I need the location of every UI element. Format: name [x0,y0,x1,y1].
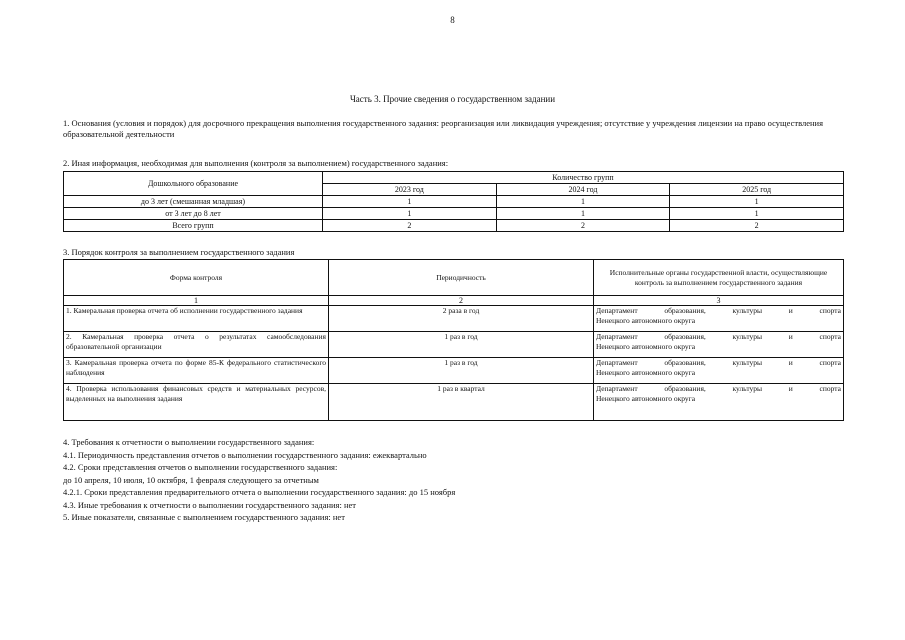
section-3-heading: 3. Порядок контроля за выполнением государственного задания [63,247,295,257]
control-form: 4. Проверка использования финансовых средств и материальных ресурсов, выделенных на выполнения задания [64,384,329,421]
control-authority: Департамент образования, культуры и спорта Ненецкого автономного округа [594,384,844,421]
control-period: 1 раз в год [329,358,594,384]
cell: 2 [496,220,670,232]
control-period: 1 раз в год [329,332,594,358]
control-period: 2 раза в год [329,306,594,332]
table-row [64,196,844,208]
section-1-text: 1. Основания (условия и порядок) для досрочного прекращения выполнения государственного задания: реорганизация или ликвидация учреждения; отсутствие у учреждения лицензии на право осуществления образовательной деятельности [63,118,823,139]
row-label: от 3 лет до 8 лет [64,208,323,220]
cell: 1 [323,208,497,220]
row-label: Всего групп [64,220,323,232]
cell: 2 [670,220,844,232]
column-number: 1 [64,296,329,306]
report-line: 4. Требования к отчетности о выполнении государственного задания: [63,437,315,447]
section-2-heading: 2. Иная информация, необходимая для выполнения (контроля за выполнением) государственного задания: [63,158,449,168]
year-header: 2024 год [496,184,670,196]
table-row [64,208,844,220]
cell: 1 [670,196,844,208]
cell: 2 [323,220,497,232]
table-row [64,220,844,232]
year-header: 2023 год [323,184,497,196]
table-row [64,332,844,358]
part-title: Часть 3. Прочие сведения о государственном задании [349,94,556,104]
cell: 1 [496,208,670,220]
control-form: 2. Камеральная проверка отчета о результатах самообследования образовательной организации [64,332,329,358]
table-row [64,358,844,384]
control-authority: Департамент образования, культуры и спорта Ненецкого автономного округа [594,332,844,358]
cell: 1 [323,196,497,208]
control-header-authority: Исполнительные органы государственной власти, осуществляющие контроль за выполнением государственного задания [594,260,844,296]
control-authority: Департамент образования, культуры и спорта Ненецкого автономного округа [594,358,844,384]
year-header: 2025 год [670,184,844,196]
column-number: 3 [594,296,844,306]
cell: 1 [496,196,670,208]
report-line: 5. Иные показатели, связанные с выполнением государственного задания: нет [63,512,345,522]
report-line: 4.2. Сроки представления отчетов о выполнении государственного задания: [63,462,338,472]
row-label: до 3 лет (смешанная младшая) [64,196,323,208]
column-number: 2 [329,296,594,306]
report-line: 4.2.1. Сроки представления предварительного отчета о выполнении государственного задания: до 15 ноября [63,487,456,497]
reporting-requirements [63,436,455,524]
page-number: 8 [450,15,455,25]
control-header-form: Форма контроля [64,260,329,296]
report-line: до 10 апреля, 10 июля, 10 октября, 1 февраля следующего за отчетным [63,474,319,485]
control-table [63,259,844,421]
groups-table [63,171,844,232]
table-row [64,306,844,332]
groups-col-count: Количество групп [323,172,844,184]
control-form: 1. Камеральная проверка отчета об исполнении государственного задания [64,306,329,332]
control-authority: Департамент образования, культуры и спорта Ненецкого автономного округа [594,306,844,332]
report-line: 4.1. Периодичность представления отчетов о выполнении государственного задания: ежеквартально [63,449,427,460]
control-header-period: Периодичность [329,260,594,296]
control-period: 1 раз в квартал [329,384,594,421]
report-line: 4.3. Иные требования к отчетности о выполнении государственного задания: нет [63,499,356,510]
cell: 1 [670,208,844,220]
groups-col-first: Дошкольного образование [64,172,323,196]
control-form: 3. Камеральная проверка отчета по форме 85-К федерального статистического наблюдения [64,358,329,384]
table-row [64,384,844,421]
